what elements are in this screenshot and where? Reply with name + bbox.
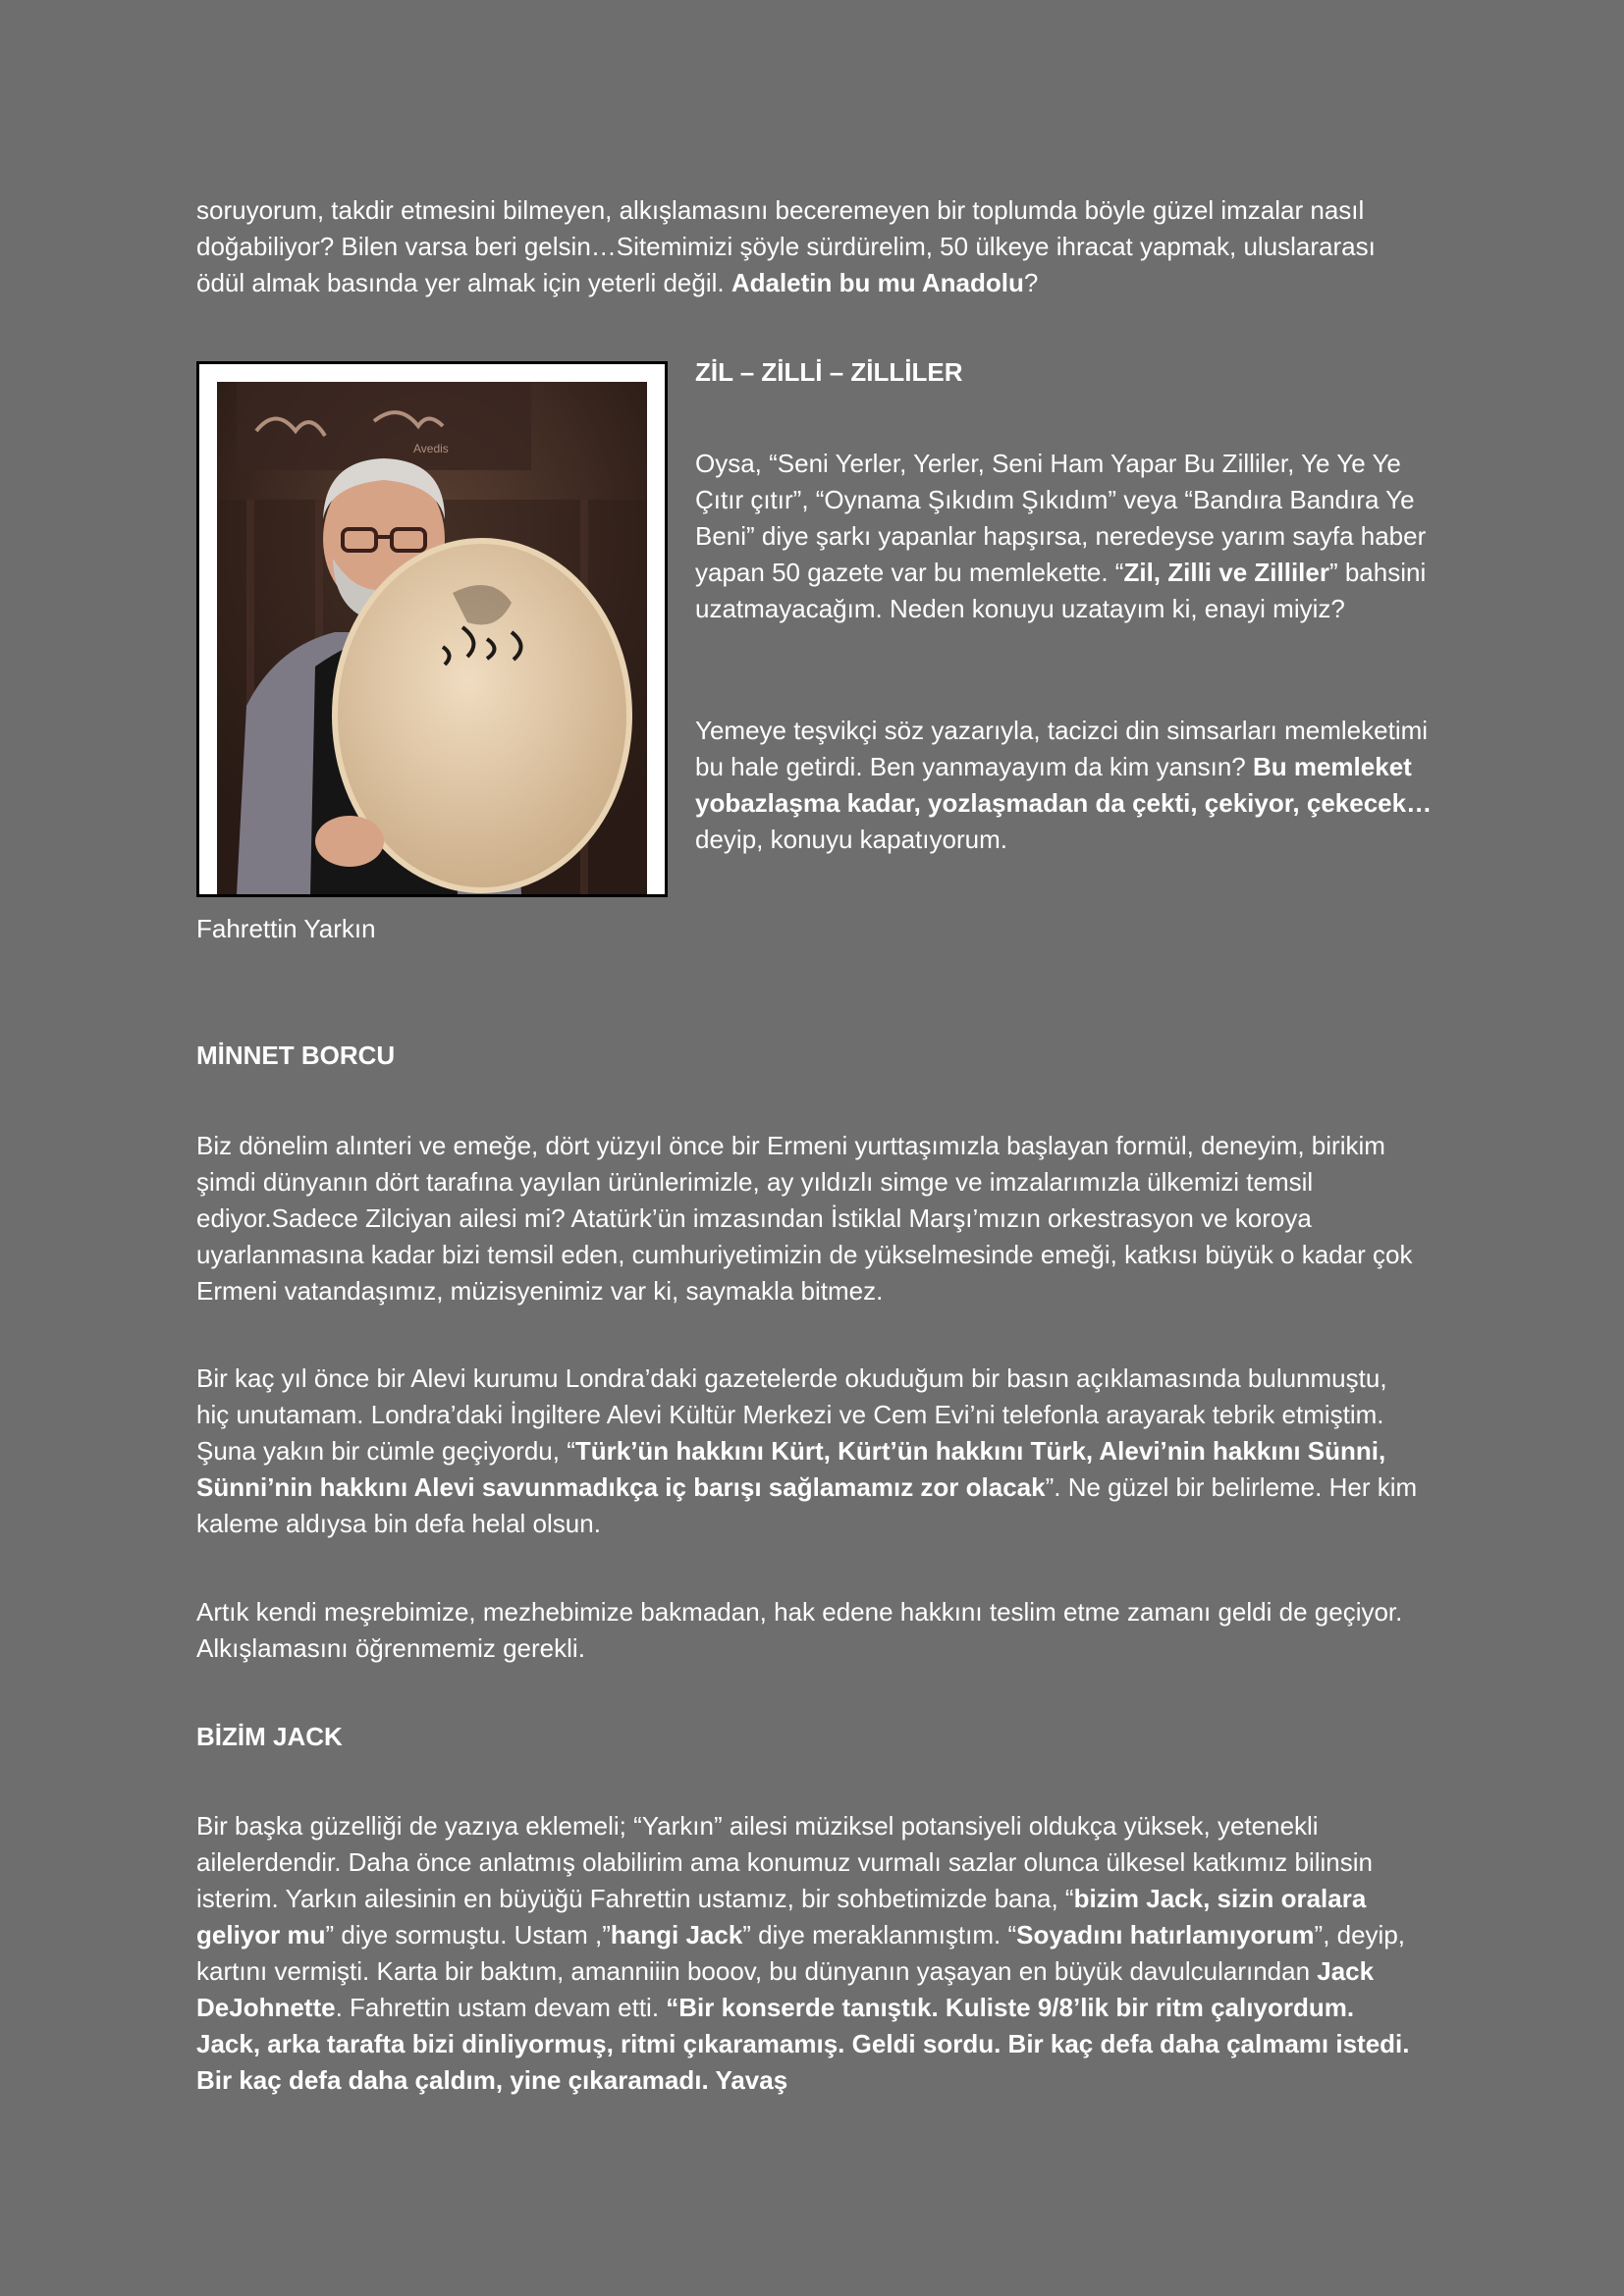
jack-heading: BİZİM JACK — [196, 1722, 343, 1751]
zil-paragraph-2 — [695, 713, 1441, 858]
minnet-p2-text-a: Bir kaç yıl önce bir Alevi kurumu Londra’daki gazetelerde okuduğum bir basın açıklamasında bulunmuştu, hiç unutamam. Londra’daki İngiltere Alevi Kültür Merkezi ve Cem Evi’ni telefonla arayarak tebrik etmiştim. Şuna yakın bir cümle geçiyordu, “ — [196, 1363, 1387, 1466]
zil-p2-bold: Bu memleket yobazlaşma kadar, yozlaşmadan da çekti, çekiyor, çekecek… — [695, 752, 1433, 818]
photo-frame — [196, 361, 668, 897]
photo-caption: Fahrettin Yarkın — [196, 914, 376, 943]
zil-p1-text-c: ” bahsini uzatmayacağım. Neden konuyu uzatayım ki, enayi miyiz? — [695, 558, 1427, 623]
sign-text: Avedis — [413, 442, 449, 455]
intro-paragraph — [196, 192, 1424, 301]
zil-p2-text-c: deyip, konuyu kapatıyorum. — [695, 825, 1007, 854]
jack-bold-5: “Bir konserde tanıştık. Kuliste 9/8’lik bir ritm çalıyordum. Jack, arka tarafta bizi dinliyormuş, ritmi çıkaramamış. Geldi sordu. Bir kaç defa daha çalmamı istedi. Bir kaç defa daha çaldım, yine çıkaramadı. Yavaş — [196, 1993, 1410, 2095]
jack-bold-1: bizim Jack, sizin oralara geliyor mu — [196, 1884, 1367, 1949]
intro-text: soruyorum, takdir etmesini bilmeyen, alkışlamasını beceremeyen bir toplumda böyle güzel imzalar nasıl doğabiliyor? Bilen varsa beri gelsin…Sitemimizi şöyle sürdürelim, 50 ülkeye ihracat yapmak, uluslararası ödül almak basında yer almak için yeterli değil. — [196, 195, 1376, 297]
jack-bold-2: hangi Jack — [610, 1920, 743, 1949]
intro-end: ? — [1023, 268, 1039, 297]
zil-paragraph-1 — [695, 446, 1441, 627]
zil-p2-text-a: Yemeye teşvikçi söz yazarıyla, tacizci din simsarları memleketimi bu hale getirdi. Ben yanmayayım da kim yansın? — [695, 716, 1429, 781]
zil-heading: ZİL – ZİLLİ – ZİLLİLER — [695, 357, 963, 387]
jack-text-3: ” diye meraklanmıştım. “ — [742, 1920, 1017, 1949]
portrait-illustration — [217, 382, 647, 894]
jack-text-5: . Fahrettin ustam devam etti. — [335, 1993, 667, 2022]
jack-text-2: ” diye sormuştu. Ustam ,” — [325, 1920, 611, 1949]
minnet-p2-bold: Türk’ün hakkını Kürt, Kürt’ün hakkını Türk, Alevi’nin hakkını Sünni, Sünni’nin hakkını Alevi savunmadıkça iç barışı sağlamamız zor olacak — [196, 1436, 1386, 1502]
jack-text-4: ”, deyip, kartını vermişti. Karta bir baktım, amanniiin booov, bu dünyanın yaşayan en büyük davulcularından — [196, 1920, 1406, 1986]
minnet-paragraph-3: Artık kendi meşrebimize, mezhebimize bakmadan, hak edene hakkını teslim etme zamanı geldi de geçiyor. Alkışlamasını öğrenmemiz gerekli. — [196, 1597, 1403, 1663]
zil-p1-text-a: Oysa, “Seni Yerler, Yerler, Seni Ham Yapar Bu Zilliler, Ye Ye Ye Çıtır çıtır”, “Oynama Şıkıdım Şıkıdım” veya “Bandıra Bandıra Ye Beni” diye şarkı yapanlar hapşırsa, neredeyse yarım sayfa haber yapan 50 gazete var bu memlekette. “ — [695, 449, 1427, 587]
jack-text-1: Bir başka güzelliği de yazıya eklemeli; “Yarkın” ailesi müziksel potansiyeli oldukça yüksek, yetenekli ailelerdendir. Daha önce anlatmış olabilirim ama konumuz vurmalı sazlar olunca ülkesel katkımız bilinsin isterim. Yarkın ailesinin en büyüğü Fahrettin ustamız, bir sohbetimizde bana, “ — [196, 1811, 1373, 1913]
minnet-paragraph-2 — [196, 1361, 1424, 1542]
jack-bold-3: Soyadını hatırlamıyorum — [1016, 1920, 1315, 1949]
minnet-p2-text-c: ”. Ne güzel bir belirleme. Her kim kaleme aldıysa bin defa helal olsun. — [196, 1472, 1418, 1538]
intro-bold: Adaletin bu mu Anadolu — [731, 268, 1024, 297]
jack-paragraph — [196, 1808, 1424, 2099]
portrait-photo — [217, 382, 647, 894]
minnet-paragraph-1: Biz dönelim alınteri ve emeğe, dört yüzyıl önce bir Ermeni yurttaşımızla başlayan formül, deneyim, birikim şimdi dünyanın dört tarafına yayılan ürünlerimizle, ay yıldızlı simge ve imzalarımızla ülkemizi temsil ediyor.Sadece Zilciyan ailesi mi? Atatürk’ün imzasından İstiklal Marşı’mızın orkestrasyon ve koroya uyarlanmasına kadar bizi temsil eden, cumhuriyetimizin de yükselmesinde emeği, katkısı büyük o kadar çok Ermeni vatandaşımız, müzisyenimiz var ki, saymakla bitmez. — [196, 1131, 1413, 1306]
jack-bold-4: Jack DeJohnette — [196, 1956, 1375, 2022]
minnet-heading: MİNNET BORCU — [196, 1041, 396, 1070]
zil-p1-bold: Zil, Zilli ve Zilliler — [1123, 558, 1329, 587]
